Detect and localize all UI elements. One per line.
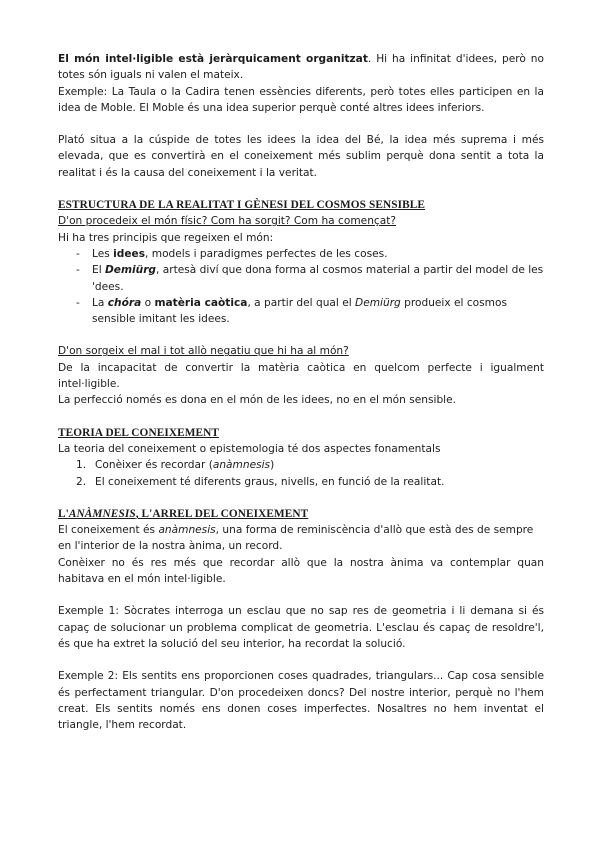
section-heading-structure: ESTRUCTURA DE LA REALITAT I GÈNESI DEL COSMOS SENSIBLE	[58, 199, 426, 212]
knowledge-list	[58, 457, 544, 490]
example-1: Exemple 1: Sòcrates interroga un esclau que no sap res de geometria i li demana si és capaç de solucionar un problema complicat de geometria. L'esclau és capaç de resoldre'l, és que ha extret la solució del seu interior, ha recordat la solució.	[58, 605, 544, 650]
bullet-marker: -	[76, 296, 80, 309]
intro-paragraph-good: Plató situa a la cúspide de totes les idees la idea del Bé, la idea més suprema i més elevada, que es convertirà en el coneixement més sublim perquè dona sentit a tota la realitat i és la causa del coneixement i la veritat.	[58, 134, 544, 179]
bullet-marker: -	[76, 264, 80, 277]
list-item: - Les idees, models i paradigmes perfectes de les coses.	[58, 246, 544, 262]
list-item: 1. Conèixer és recordar (anàmnesis)	[58, 457, 544, 473]
document-page	[58, 51, 544, 733]
principles-lead: Hi ha tres principis que regeixen el món:	[58, 231, 274, 244]
list-item: - El Demiürg, artesà diví que dona forma al cosmos material a partir del model de les 'dees.	[76, 264, 544, 293]
list-number: 2.	[76, 475, 87, 488]
answer-evil-1: De la incapacitat de convertir la matèria caòtica en quelcom perfecte i igualment intel·ligible.	[58, 361, 544, 391]
question-evil: D'on sorgeix el mal i tot allò negatiu que hi ha al món?	[58, 345, 349, 358]
intro-paragraph-1	[58, 51, 544, 84]
intro-example: Exemple: La Taula o la Cadira tenen essències diferents, però totes elles participen en la idea de Moble. El Moble és una idea superior perquè conté altres idees inferiors.	[58, 85, 544, 114]
question-physical-world: D'on procedeix el món físic? Com ha sorgit? Com ha començat?	[58, 215, 396, 228]
section-heading-knowledge: TEORIA DEL CONEIXEMENT	[58, 426, 220, 439]
bullet-marker: -	[76, 247, 80, 260]
principles-list	[58, 246, 544, 327]
intro-text: . Hi ha infinitat d'idees, però no totes són iguals ni valen el mateix.	[58, 53, 544, 82]
list-item: - La chóra o matèria caòtica, a partir del qual el Demiürg produeix el cosmos sensible imitant les idees.	[76, 296, 507, 326]
list-item: 2. El coneixement té diferents graus, nivells, en funció de la realitat.	[58, 474, 544, 490]
intro-bold-statement: El món intel·ligible està jeràrquicament organitzat	[58, 53, 368, 65]
list-number: 1.	[76, 459, 87, 472]
answer-evil-2: La perfecció només es dona en el món de les idees, no en el món sensible.	[58, 394, 457, 407]
knowledge-lead: La teoria del coneixement o epistemologia té dos aspectes fonamentals	[58, 442, 441, 455]
example-2: Exemple 2: Els sentits ens proporcionen coses quadrades, triangulars... Cap cosa sensible és perfectament triangular. D'on procedeixen doncs? Del nostre interior, perquè no l'hem creat. Els sentits només ens donen coses imperfectes. Nosaltres no hem inventat el triangle, l'hem recordat.	[58, 670, 544, 732]
anamnesis-paragraph-1: El coneixement és anàmnesis, una forma de reminiscència d'allò que està des de sempre en l'interior de la nostra ànima, un record.	[58, 524, 534, 553]
anamnesis-paragraph-2: Conèixer no és res més que recordar allò que la nostra ànima va contemplar quan habitava en el món intel·ligible.	[58, 556, 544, 586]
section-heading-anamnesis: L'ANÀMNESIS, L'ARREL DEL CONEIXEMENT	[58, 507, 309, 520]
